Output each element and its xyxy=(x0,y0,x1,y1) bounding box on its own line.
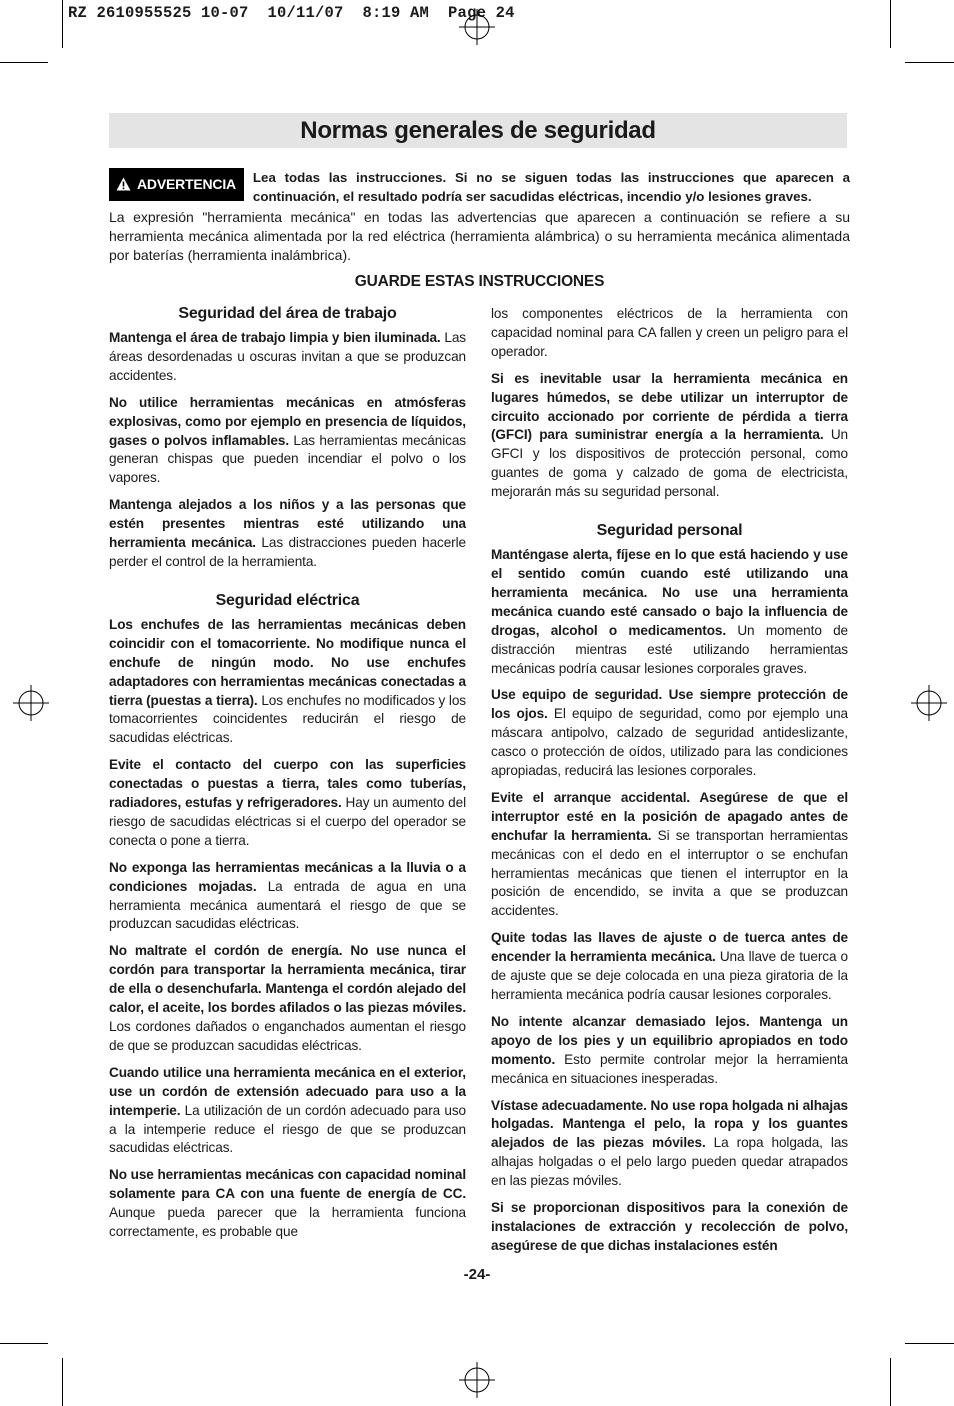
save-instructions-heading: GUARDE ESTAS INSTRUCCIONES xyxy=(354,273,605,290)
safety-paragraph: Evite el contacto del cuerpo con las superficies conectadas o puestas a tierra, tales como tuberías, radiadores, estufas y refrigeradores. Hay un aumento del riesgo de sacudidas eléctricas si el cuerpo del operador se conecta o pone a tierra. xyxy=(109,757,466,848)
title-bar xyxy=(109,113,847,148)
print-slug: RZ 2610955525 10-07 10/11/07 8:19 AM Page 24 xyxy=(68,4,515,22)
warning-badge-label: ADVERTENCIA xyxy=(137,176,236,192)
safety-paragraph: No intente alcanzar demasiado lejos. Mantenga un apoyo de los pies y un equilibrio apropiados en todo momento. Esto permite controlar mejor la herramienta mecánica en situaciones inesperadas. xyxy=(491,1013,848,1086)
safety-paragraph: No exponga las herramientas mecánicas a la lluvia o a condiciones mojadas. La entrada de agua en una herramienta mecánica aumentará el riesgo de que se produzcan sacudidas eléctricas. xyxy=(109,859,466,932)
warning-block xyxy=(109,168,850,265)
safety-paragraph: Evite el arranque accidental. Asegúrese de que el interruptor esté en la posición de apagado antes de enchufar la herramienta. Si se transportan herramientas mecánicas con el dedo en el interruptor o se enchufan herramientas mecánicas que tienen el interruptor en la posición de encendido, se invita a que se produzcan accidentes. xyxy=(491,789,848,919)
section-heading: Seguridad del área de trabajo xyxy=(178,305,397,322)
warning-plain-text: La expresión "herramienta mecánica" en todas las advertencias que aparecen a continuación se refiere a su herramienta mecánica alimentada por la red eléctrica (herramienta alámbrica) o su herramienta mecánica alimentada por baterías (herramienta inalámbrica). xyxy=(109,209,850,263)
section-heading: Seguridad eléctrica xyxy=(215,591,360,609)
page-title: Normas generales de seguridad xyxy=(300,117,656,144)
safety-paragraph: Cuando utilice una herramienta mecánica en el exterior, use un cordón de extensión adecuado para uso a la intemperie. La utilización de un cordón adecuado para uso a la intemperie reduce el riesgo de que se produzcan sacudidas eléctricas. xyxy=(109,1064,466,1156)
warning-triangle-icon xyxy=(116,177,131,191)
safety-paragraph: No maltrate el cordón de energía. No use nunca el cordón para transportar la herramienta mecánica, tirar de ella o desenchufarla. Mantenga el cordón alejado del calor, el aceite, los bordes afilados o las piezas móviles. Los cordones dañados o enganchados aumentan el riesgo de que se produzcan sacudidas eléctricas. xyxy=(109,943,466,1053)
page-number: -24- xyxy=(463,1266,491,1283)
continuation-paragraph: los componentes eléctricos de la herramienta con capacidad nominal para CA fallen y creen un peligro para el operador. xyxy=(491,306,848,359)
crop-mark xyxy=(890,1358,891,1406)
left-column xyxy=(109,303,466,1250)
safety-paragraph: Mantenga el área de trabajo limpia y bien iluminada. Las áreas desordenadas u oscuras invitan a que se produzcan accidentes. xyxy=(109,330,467,383)
crop-mark xyxy=(0,1343,48,1344)
safety-paragraph: Los enchufes de las herramientas mecánicas deben coincidir con el tomacorriente. No modifique nunca el enchufe de ningún modo. No use enchufes adaptadores con herramientas mecánicas conectadas a tierra (puestas a tierra). Los enchufes no modificados y los tomacorrientes coincidentes reducirán el riesgo de sacudidas eléctricas. xyxy=(109,616,466,746)
safety-paragraph: Vístase adecuadamente. No use ropa holgada ni alhajas holgadas. Mantenga el pelo, la ropa y los guantes alejados de las piezas móviles. La ropa holgada, las alhajas holgadas o el pelo largo pueden quedar atrapados en las piezas móviles. xyxy=(491,1097,848,1189)
crop-mark xyxy=(62,1358,63,1406)
safety-paragraph: Quite todas las llaves de ajuste o de tuerca antes de encender la herramienta mecánica. Una llave de tuerca o de ajuste que se deje colocada en una pieza giratoria de la herramienta mecánica podría causar lesiones corporales. xyxy=(491,930,848,1002)
crop-mark xyxy=(905,62,954,63)
safety-paragraph: Manténgase alerta, fíjese en lo que está haciendo y use el sentido común cuando esté utilizando una herramienta mecánica. No use una herramienta mecánica cuando esté cansado o bajo la influencia de drogas, alcohol o medicamentos. Un momento de distracción mientras esté utilizando herramientas mecánicas podría causar lesiones corporales graves. xyxy=(491,547,848,676)
registration-mark-icon xyxy=(459,1362,495,1398)
registration-mark-icon xyxy=(911,685,947,721)
crop-mark xyxy=(0,62,48,63)
safety-paragraph: Mantenga alejados a los niños y a las personas que estén presentes mientras esté utilizando una herramienta mecánica. Las distracciones pueden hacerle perder el control de la herramienta. xyxy=(109,497,466,569)
section-heading: Seguridad personal xyxy=(596,522,743,540)
warning-badge xyxy=(109,168,244,201)
registration-mark-icon xyxy=(459,9,495,45)
safety-paragraph: Use equipo de seguridad. Use siempre protección de los ojos. El equipo de seguridad, como por ejemplo una máscara antipolvo, calzado de seguridad antideslizante, casco o protección de oídos, utilizado para las condiciones apropiadas, reducirá las lesiones corporales. xyxy=(491,687,848,779)
crop-mark xyxy=(890,0,891,48)
crop-mark xyxy=(62,0,63,48)
crop-mark xyxy=(905,1343,954,1344)
safety-paragraph: No utilice herramientas mecánicas en atmósferas explosivas, como por ejemplo en presencia de líquidos, gases o polvos inflamables. Las herramientas mecánicas generan chispas que pueden incendiar el polvo o los vapores. xyxy=(109,394,466,486)
right-column xyxy=(491,305,848,1264)
safety-paragraph: No use herramientas mecánicas con capacidad nominal solamente para CA con una fuente de energía de CC. Aunque pueda parecer que la herramienta funciona correctamente, es probable que xyxy=(109,1167,466,1240)
safety-paragraph: Si es inevitable usar la herramienta mecánica en lugares húmedos, se debe utilizar un interruptor de circuito accionado por corriente de pérdida a tierra (GFCI) para suministrar energía a la herramienta. Un GFCI y los dispositivos de protección personal, como guantes de goma y calzado de goma de electricista, mejorarán más su seguridad personal. xyxy=(491,370,848,500)
safety-paragraph: Si se proporcionan dispositivos para la conexión de instalaciones de extracción y recolección de polvo, asegúrese de que dichas instalaciones estén xyxy=(491,1200,848,1253)
registration-mark-icon xyxy=(13,685,49,721)
warning-bold-text: Lea todas las instrucciones. Si no se siguen todas las instrucciones que aparecen a continuación, el resultado podría ser sacudidas eléctricas, incendio y/o lesiones graves. xyxy=(252,170,850,204)
